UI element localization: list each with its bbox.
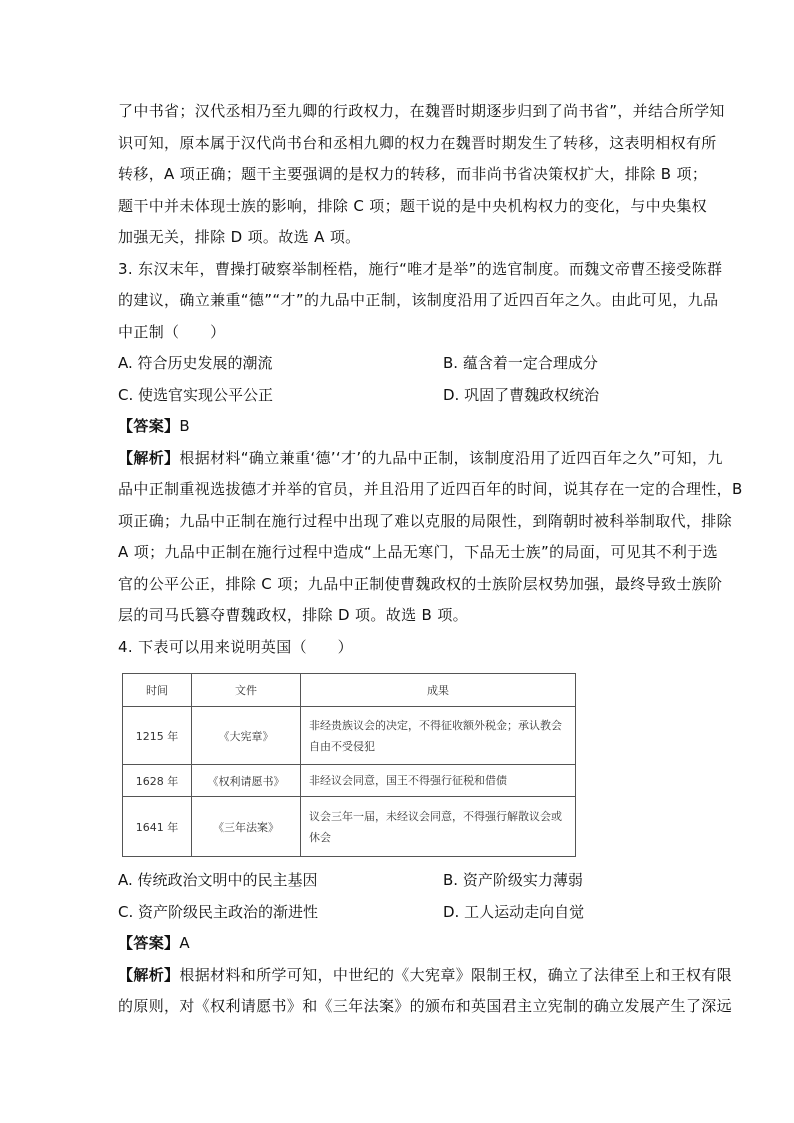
table-header-time: 时间 <box>123 674 192 707</box>
option-row <box>118 865 678 897</box>
text-line: 转移，A 项正确；题干主要强调的是权力的转移，而非尚书省决策权扩大，排除 B 项； <box>118 165 708 183</box>
option-c: C. 使选官实现公平公正 <box>118 385 274 404</box>
answer-line <box>118 928 678 960</box>
table-cell-document: 《大宪章》 <box>192 707 301 765</box>
answer-tag: 【答案】 <box>118 417 180 435</box>
analysis-text: 根据材料和所学可知，中世纪的《大宪章》限制王权，确立了法律至上和王权有限 <box>179 965 733 984</box>
text-line: 题干中并未体现士族的影响，排除 C 项；题干说的是中央机构权力的变化，与中央集权 <box>118 196 708 215</box>
analysis-line <box>118 443 723 475</box>
text-line: 识可知，原本属于汉代尚书台和丞相九卿的权力在魏晋时期发生了转移，这表明相权有所 <box>118 133 717 152</box>
question-stem-line: 的建议，确立兼重“德”“才”的九品中正制，该制度沿用了近四百年之久。由此可见，九品 <box>118 291 719 309</box>
answer-value: B <box>179 417 191 435</box>
table-header-document: 文件 <box>192 674 301 707</box>
table-cell-time: 1628 年 <box>123 765 192 797</box>
analysis-line: 官的公平公正，排除 C 项；九品中正制使曹魏政权的士族阶层权势加强，最终导致士族阶 <box>118 574 723 593</box>
table-cell-result: 议会三年一届，未经议会同意，不得强行解散议会或休会 <box>301 797 576 857</box>
previous-analysis-continuation <box>118 96 725 254</box>
question-stem-line: 4. 下表可以用来说明英国（ ） <box>118 637 354 656</box>
option-b: B. 蕴含着一定合理成分 <box>443 354 598 372</box>
analysis-tag: 【解析】 <box>118 448 180 467</box>
table-cell-document: 《三年法案》 <box>192 797 301 857</box>
analysis-line <box>118 960 733 992</box>
option-d: D. 工人运动走向自觉 <box>443 902 585 921</box>
analysis-line: 品中正制重视选拔德才并举的官员，并且沿用了近四百年的时间，说其存在一定的合理性，B <box>118 480 743 498</box>
text-line: 了中书省；汉代丞相乃至九卿的行政权力，在魏晋时期逐步归到了尚书省”，并结合所学知 <box>118 102 725 120</box>
option-c: C. 资产阶级民主政治的渐进性 <box>118 902 319 921</box>
option-row <box>118 380 678 412</box>
option-row <box>118 348 678 380</box>
answer-value: A <box>179 934 191 952</box>
question-stem-line: 3. 东汉末年，曹操打破察举制桎梏，施行“唯才是举”的选官制度。而魏文帝曹丕接受陈群 <box>118 259 723 278</box>
option-row <box>118 897 678 929</box>
question-3 <box>118 254 743 632</box>
option-a: A. 符合历史发展的潮流 <box>118 354 273 372</box>
table-cell-time: 1215 年 <box>123 707 192 765</box>
table-row <box>123 707 576 765</box>
question-4 <box>118 632 733 1023</box>
answer-tag: 【答案】 <box>118 934 180 952</box>
table-header-row <box>123 674 576 707</box>
table-cell-time: 1641 年 <box>123 797 192 857</box>
table-header-result: 成果 <box>301 674 576 707</box>
text-line: 加强无关，排除 D 项。故选 A 项。 <box>118 228 361 246</box>
question-stem-line: 中正制（ ） <box>118 322 226 341</box>
table-cell-document: 《权利请愿书》 <box>192 765 301 797</box>
answer-line <box>118 411 678 443</box>
option-d: D. 巩固了曹魏政权统治 <box>443 385 600 404</box>
table-row <box>123 797 576 857</box>
page-content <box>118 96 743 1023</box>
analysis-line: A 项；九品中正制在施行过程中造成“上品无寒门，下品无士族”的局面，可见其不利于选 <box>118 543 718 561</box>
table-cell-result: 非经贵族议会的决定，不得征收额外税金；承认教会自由不受侵犯 <box>301 707 576 765</box>
option-a: A. 传统政治文明中的民主基因 <box>118 871 318 889</box>
option-b: B. 资产阶级实力薄弱 <box>443 871 583 889</box>
analysis-line: 项正确；九品中正制在施行过程中出现了难以克服的局限性，到隋朝时被科举制取代，排除 <box>118 511 733 530</box>
table-cell-result: 非经议会同意，国王不得强行征税和借债 <box>301 765 576 797</box>
analysis-tag: 【解析】 <box>118 965 180 984</box>
analysis-line: 的原则，对《权利请愿书》和《三年法案》的颁布和英国君主立宪制的确立发展产生了深远 <box>118 997 733 1015</box>
history-table <box>122 673 576 857</box>
analysis-line: 层的司马氏篡夺曹魏政权，排除 D 项。故选 B 项。 <box>118 606 469 624</box>
analysis-text: 根据材料“确立兼重‘德’‘才’的九品中正制，该制度沿用了近四百年之久”可知，九 <box>179 448 723 467</box>
table-row <box>123 765 576 797</box>
